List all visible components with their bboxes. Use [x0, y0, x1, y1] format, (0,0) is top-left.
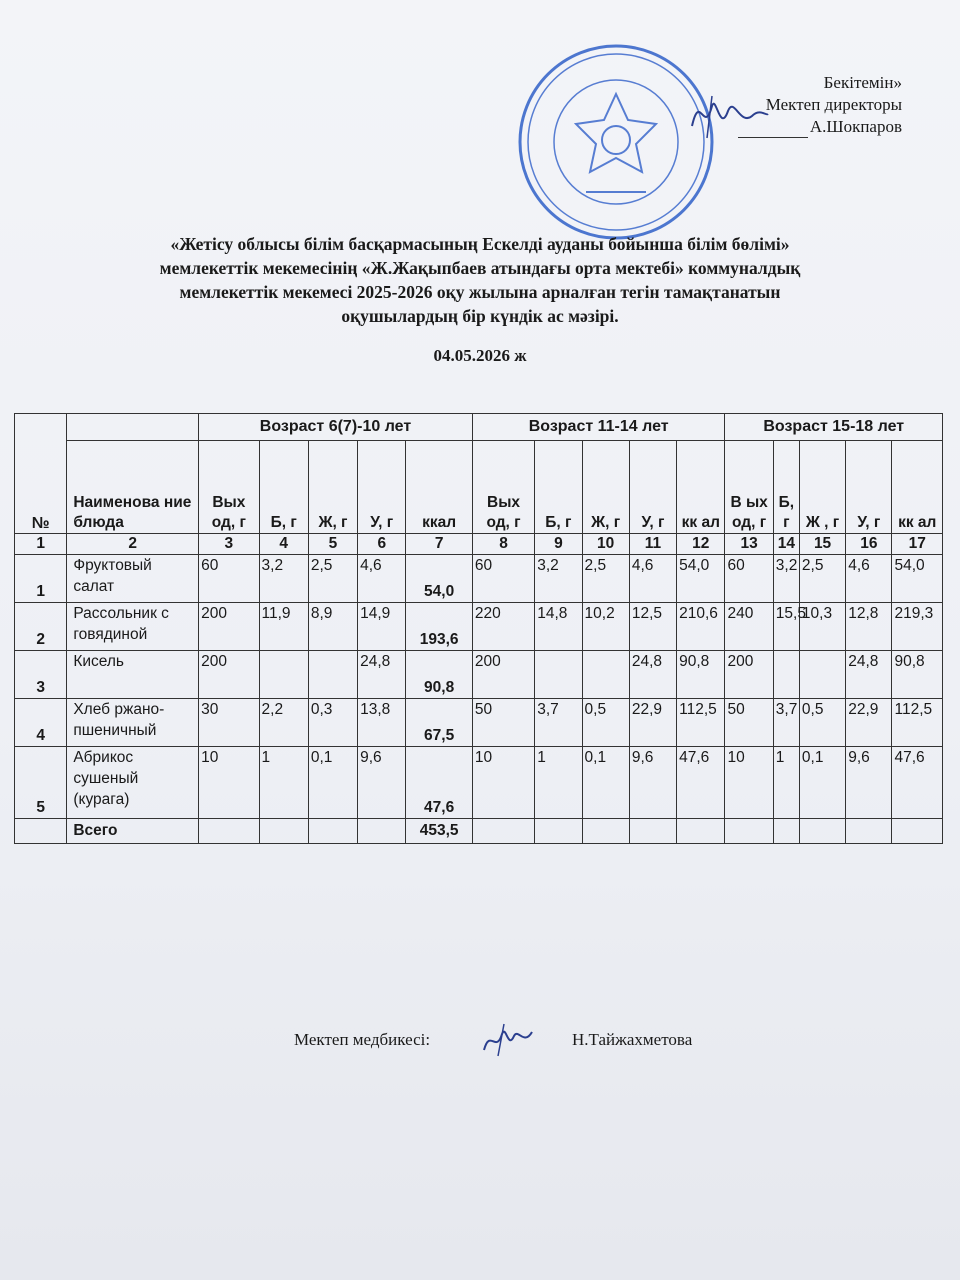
empty-cell — [472, 819, 534, 844]
row-number: 4 — [15, 699, 67, 747]
g1-fat-value: 8,9 — [308, 603, 357, 651]
g1-yield-value: 200 — [199, 651, 259, 699]
table-row — [15, 555, 943, 603]
empty-cell — [846, 819, 892, 844]
dish-name: Кисель — [67, 651, 199, 699]
empty-cell — [199, 819, 259, 844]
approval-line-3 — [738, 116, 902, 138]
header-age-group-3: Возраст 15-18 лет — [725, 414, 943, 441]
header-g1-carbs: У, г — [358, 441, 406, 534]
g2-kcal-value: 54,0 — [677, 555, 725, 603]
empty-cell — [358, 819, 406, 844]
g1-fat-value: 0,1 — [308, 747, 357, 819]
g1-carbs-value: 14,9 — [358, 603, 406, 651]
col-number: 11 — [629, 534, 676, 555]
g2-carbs-value: 9,6 — [629, 747, 676, 819]
director-name: А.Шокпаров — [809, 117, 902, 136]
g3-kcal-value: 54,0 — [892, 555, 943, 603]
g3-protein-value: 3,7 — [773, 699, 799, 747]
total-row — [15, 819, 943, 844]
header-number: № — [15, 414, 67, 534]
g3-yield-value: 240 — [725, 603, 773, 651]
g3-fat-value: 10,3 — [799, 603, 845, 651]
header-age-group-1: Возраст 6(7)-10 лет — [199, 414, 473, 441]
g2-yield-value: 10 — [472, 747, 534, 819]
table-row — [15, 747, 943, 819]
column-number-row — [15, 534, 943, 555]
menu-date: 04.05.2026 ж — [433, 346, 527, 365]
header-g2-fat: Ж, г — [582, 441, 629, 534]
g3-yield-value: 200 — [725, 651, 773, 699]
g2-fat-value: 10,2 — [582, 603, 629, 651]
g1-fat-value: 2,5 — [308, 555, 357, 603]
header-g3-yield: В ых од, г — [725, 441, 773, 534]
g3-carbs-value: 12,8 — [846, 603, 892, 651]
col-number: 15 — [799, 534, 845, 555]
g2-kcal-value: 47,6 — [677, 747, 725, 819]
header-g1-kcal: ккал — [406, 441, 472, 534]
menu-table — [14, 413, 943, 844]
title-line-3: мемлекеттік мекемесі 2025-2026 оқу жылына арналған тегін тамақтанатын — [179, 282, 781, 302]
g2-protein-value: 3,2 — [535, 555, 582, 603]
g2-carbs-value: 24,8 — [629, 651, 676, 699]
g1-carbs-value: 13,8 — [358, 699, 406, 747]
g2-fat-value: 0,5 — [582, 699, 629, 747]
header-age-group-2: Возраст 11-14 лет — [472, 414, 725, 441]
g1-carbs-value: 4,6 — [358, 555, 406, 603]
header-blank — [67, 414, 199, 441]
empty-cell — [799, 819, 845, 844]
col-number: 9 — [535, 534, 582, 555]
empty-cell — [259, 819, 308, 844]
g1-yield-value: 30 — [199, 699, 259, 747]
g2-yield-value: 200 — [472, 651, 534, 699]
g2-yield-value: 60 — [472, 555, 534, 603]
g3-fat-value: 0,5 — [799, 699, 845, 747]
g3-fat-value: 0,1 — [799, 747, 845, 819]
col-number: 14 — [773, 534, 799, 555]
empty-cell — [725, 819, 773, 844]
g1-protein-value: 3,2 — [259, 555, 308, 603]
col-number: 3 — [199, 534, 259, 555]
g2-fat-value — [582, 651, 629, 699]
header-g3-protein: Б, г — [773, 441, 799, 534]
g2-protein-value: 3,7 — [535, 699, 582, 747]
g2-kcal-value: 90,8 — [677, 651, 725, 699]
g2-yield-value: 220 — [472, 603, 534, 651]
g1-protein-value: 2,2 — [259, 699, 308, 747]
g3-protein-value: 3,2 — [773, 555, 799, 603]
g2-protein-value — [535, 651, 582, 699]
header-g3-carbs: У, г — [846, 441, 892, 534]
empty-cell — [677, 819, 725, 844]
table-row — [15, 699, 943, 747]
header-g1-fat: Ж, г — [308, 441, 357, 534]
row-number: 2 — [15, 603, 67, 651]
col-number: 17 — [892, 534, 943, 555]
g2-kcal-value: 112,5 — [677, 699, 725, 747]
header-g2-kcal: кк ал — [677, 441, 725, 534]
approval-line-1: Бекітемін» — [823, 73, 902, 92]
g2-fat-value: 0,1 — [582, 747, 629, 819]
g1-fat-value — [308, 651, 357, 699]
g3-protein-value: 1 — [773, 747, 799, 819]
g3-kcal-value: 90,8 — [892, 651, 943, 699]
g1-yield-value: 200 — [199, 603, 259, 651]
header-g3-fat: Ж , г — [799, 441, 845, 534]
col-number: 13 — [725, 534, 773, 555]
dish-name: Фруктовый салат — [67, 555, 199, 603]
title-line-4: оқушылардың бір күндік ас мәзірі. — [341, 306, 619, 326]
g1-kcal-value: 193,6 — [406, 603, 472, 651]
col-number: 12 — [677, 534, 725, 555]
empty-cell — [582, 819, 629, 844]
header-g3-kcal: кк ал — [892, 441, 943, 534]
approval-block — [738, 72, 902, 138]
col-number: 4 — [259, 534, 308, 555]
col-number: 10 — [582, 534, 629, 555]
empty-cell — [892, 819, 943, 844]
table-row — [15, 603, 943, 651]
header-g2-carbs: У, г — [629, 441, 676, 534]
col-number: 1 — [15, 534, 67, 555]
empty-cell — [308, 819, 357, 844]
nurse-label: Мектеп медбикесі: — [294, 1030, 431, 1049]
g3-kcal-value: 47,6 — [892, 747, 943, 819]
g2-protein-value: 14,8 — [535, 603, 582, 651]
empty-cell — [629, 819, 676, 844]
header-g1-protein: Б, г — [259, 441, 308, 534]
g3-carbs-value: 4,6 — [846, 555, 892, 603]
g3-carbs-value: 24,8 — [846, 651, 892, 699]
g1-protein-value: 1 — [259, 747, 308, 819]
g3-yield-value: 50 — [725, 699, 773, 747]
g1-yield-value: 60 — [199, 555, 259, 603]
col-number: 7 — [406, 534, 472, 555]
col-number: 5 — [308, 534, 357, 555]
total-blank — [15, 819, 67, 844]
g1-carbs-value: 9,6 — [358, 747, 406, 819]
g3-yield-value: 60 — [725, 555, 773, 603]
g3-carbs-value: 9,6 — [846, 747, 892, 819]
g2-protein-value: 1 — [535, 747, 582, 819]
g3-kcal-value: 219,3 — [892, 603, 943, 651]
g2-yield-value: 50 — [472, 699, 534, 747]
g3-fat-value — [799, 651, 845, 699]
g3-fat-value: 2,5 — [799, 555, 845, 603]
document-title — [60, 232, 900, 328]
g3-protein-value — [773, 651, 799, 699]
col-number: 8 — [472, 534, 534, 555]
approval-line-2: Мектеп директоры — [765, 95, 902, 114]
g1-kcal-value: 67,5 — [406, 699, 472, 747]
g1-protein-value — [259, 651, 308, 699]
g1-carbs-value: 24,8 — [358, 651, 406, 699]
header-g1-yield: Вых од, г — [199, 441, 259, 534]
empty-cell — [773, 819, 799, 844]
g1-protein-value: 11,9 — [259, 603, 308, 651]
row-number: 3 — [15, 651, 67, 699]
g2-carbs-value: 22,9 — [629, 699, 676, 747]
g1-fat-value: 0,3 — [308, 699, 357, 747]
dish-name: Рассольник с говядиной — [67, 603, 199, 651]
total-label: Всего — [67, 819, 199, 844]
g2-kcal-value: 210,6 — [677, 603, 725, 651]
header-g2-yield: Вых од, г — [472, 441, 534, 534]
dish-name: Хлеб ржано-пшеничный — [67, 699, 199, 747]
row-number: 5 — [15, 747, 67, 819]
g2-carbs-value: 12,5 — [629, 603, 676, 651]
g3-protein-value: 15,5 — [773, 603, 799, 651]
g1-kcal-value: 54,0 — [406, 555, 472, 603]
g3-kcal-value: 112,5 — [892, 699, 943, 747]
col-number: 2 — [67, 534, 199, 555]
row-number: 1 — [15, 555, 67, 603]
header-g2-protein: Б, г — [535, 441, 582, 534]
g1-yield-value: 10 — [199, 747, 259, 819]
title-line-2: мемлекеттік мекемесінің «Ж.Жақыпбаев атындағы орта мектебі» коммуналдық — [159, 258, 801, 278]
g2-fat-value: 2,5 — [582, 555, 629, 603]
g1-kcal-value: 47,6 — [406, 747, 472, 819]
empty-cell — [535, 819, 582, 844]
total-kcal: 453,5 — [406, 819, 472, 844]
nurse-name: Н.Тайжахметова — [572, 1030, 693, 1049]
col-number: 6 — [358, 534, 406, 555]
table-row — [15, 651, 943, 699]
nurse-signature — [478, 1020, 538, 1060]
title-line-1: «Жетісу облысы білім басқармасының Ескелді ауданы бойынша білім бөлімі» — [170, 234, 790, 254]
g1-kcal-value: 90,8 — [406, 651, 472, 699]
header-dish-name: Наименова ние блюда — [67, 441, 199, 534]
dish-name: Абрикос сушеный (курага) — [67, 747, 199, 819]
g3-yield-value: 10 — [725, 747, 773, 819]
g2-carbs-value: 4,6 — [629, 555, 676, 603]
g3-carbs-value: 22,9 — [846, 699, 892, 747]
col-number: 16 — [846, 534, 892, 555]
